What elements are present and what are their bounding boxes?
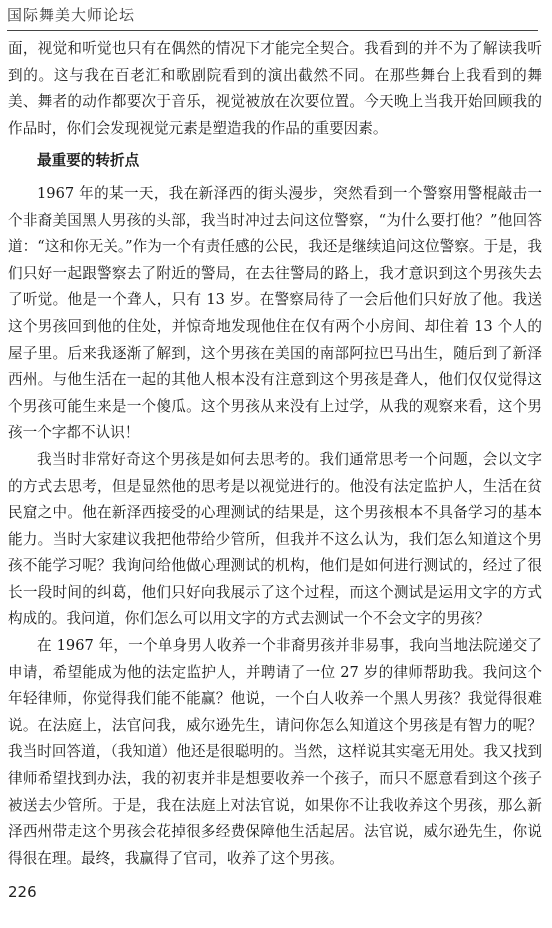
paragraph-1: 1967 年的某一天，我在新泽西的街头漫步，突然看到一个警察用警棍敲击一个非裔美国黑人男孩的头部，我当时冲过去问这位警察，“为什么要打他？”他回答道：“这和你无关。”作为一个有责任感的公民，我还是继续追问这位警察。于是，我们只好一起跟警察去了附近的警局，在去往警局的路上，我才意识到这个男孩失去了听觉。他是一个聋人，只有 13 岁。在警察局待了一会后他们只好放了他。我送这个男孩回到他的住处，并惊奇地发现他住在仅有两个小房间、却住着 13 个人的屋子里。后来我逐渐了解到，这个男孩在美国的南部阿拉巴马出生，随后到了新泽西州。与他生活在一起的其他人根本没有注意到这个男孩是聋人，他们仅仅觉得这个男孩可能生来是一个傻瓜。这个男孩从来没有上过学，从我的观察来看，这个男孩一个字都不认识！ xyxy=(8,184,542,442)
page-body xyxy=(8,36,542,872)
running-header: 国际舞美大师论坛 xyxy=(7,6,136,24)
page-number: 226 xyxy=(8,883,37,901)
paragraph-intro: 面，视觉和听觉也只有在偶然的情况下才能完全契合。我看到的并不为了解读我听到的。这与我在百老汇和歌剧院看到的演出截然不同。在那些舞台上我看到的舞美、舞者的动作都要次于音乐，视觉被放在次要位置。今天晚上当我开始回顾我的作品时，你们会发现视觉元素是塑造我的作品的重要因素。 xyxy=(8,40,542,137)
header-divider xyxy=(7,30,538,31)
paragraph-3: 在 1967 年，一个单身男人收养一个非裔男孩并非易事，我向当地法院递交了申请，希望能成为他的法定监护人，并聘请了一位 27 岁的律师帮助我。我问这个年轻律师，你觉得我们能不能赢？他说，一个白人收养一个黑人男孩？我觉得很难说。在法庭上，法官问我，威尔逊先生，请问你怎么知道这个男孩是有智力的呢？我当时回答道，（我知道）他还是很聪明的。当然，这样说其实毫无用处。我又找到律师希望找到办法，我的初衷并非是想要收养一个孩子，而只不愿意看到这个孩子被送去少管所。于是，我在法庭上对法官说，如果你不让我收养这个男孩，那么新泽西州带走这个男孩会花掉很多经费保障他生活起居。法官说，威尔逊先生，你说得很在理。最终，我赢得了官司，收养了这个男孩。 xyxy=(8,637,542,867)
paragraph-2: 我当时非常好奇这个男孩是如何去思考的。我们通常思考一个问题，会以文字的方式去思考，但是显然他的思考是以视觉进行的。他没有法定监护人，生活在贫民窟之中。他在新泽西接受的心理测试的结果是，这个男孩根本不具备学习的基本能力。当时大家建议我把他带给少管所，但我并不这么认为，我们怎么知道这个男孩不能学习呢？我询问给他做心理测试的机构，他们是如何进行测试的，经过了很长一段时间的纠葛，他们只好向我展示了这个过程，而这个测试是运用文字的方式构成的。我问道，你们怎么可以用文字的方式去测试一个不会文字的男孩？ xyxy=(8,450,542,628)
section-heading: 最重要的转折点 xyxy=(37,152,140,170)
